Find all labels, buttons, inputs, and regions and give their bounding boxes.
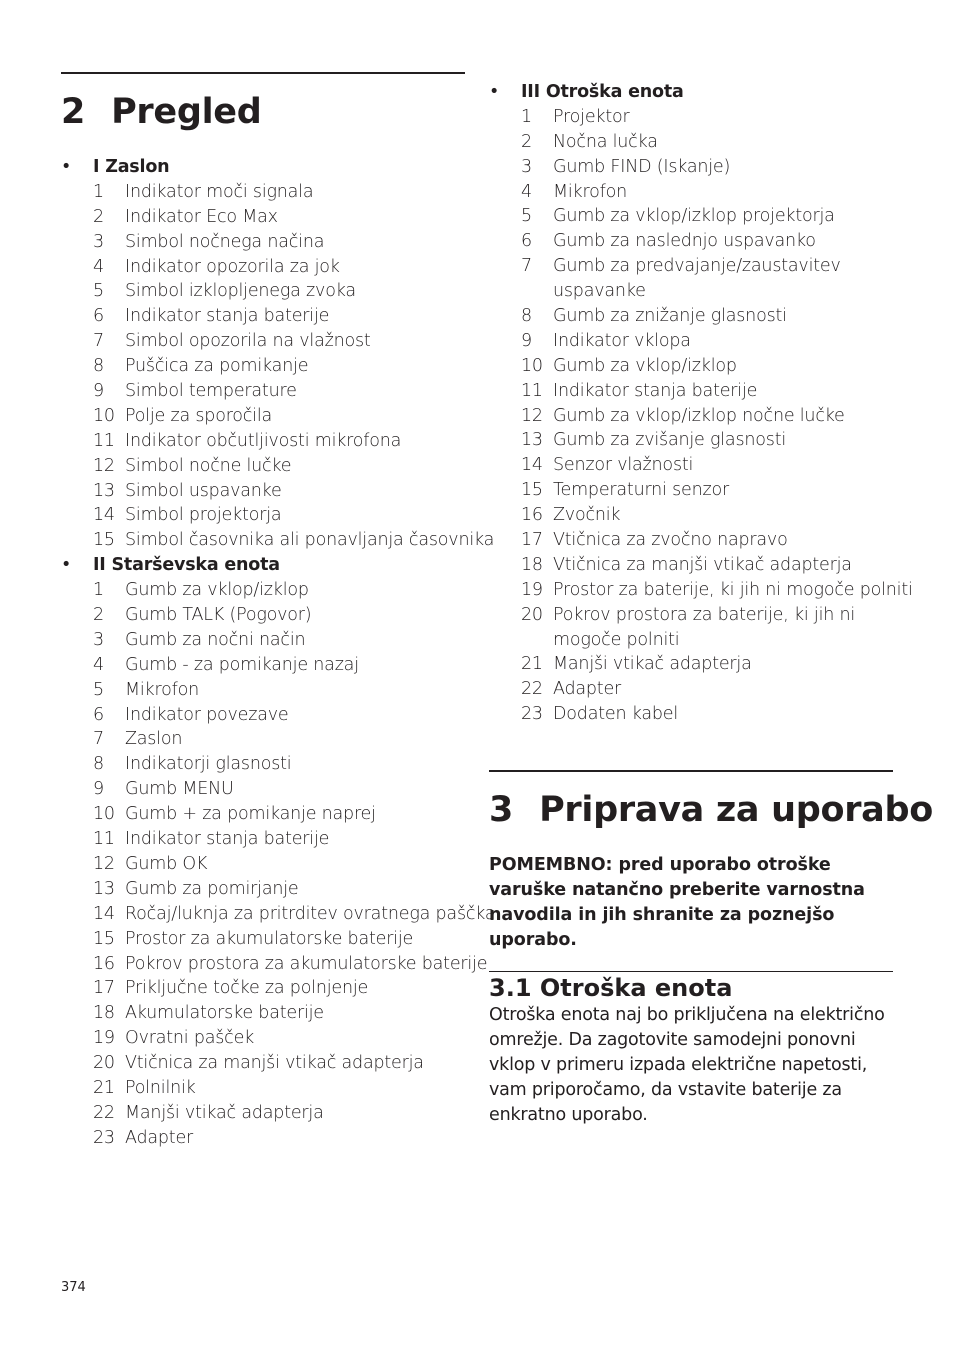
list-item (61, 927, 465, 952)
child-unit-list (489, 80, 913, 727)
item-text: Simbol opozorila na vlažnost (125, 331, 371, 352)
bullet-icon: • (61, 555, 72, 576)
item-text: Zaslon (125, 729, 183, 750)
item-text: Gumb za nočni način (125, 629, 306, 650)
item-number: 8 (93, 356, 104, 377)
item-text: Nočna lučka (553, 131, 658, 152)
list-item (61, 727, 465, 752)
item-text: Simbol uspavanke (125, 480, 282, 501)
item-text: Vtičnica za manjši vtikač adapterja (125, 1053, 424, 1074)
item-number: 11 (521, 380, 543, 401)
item-number: 9 (521, 330, 532, 351)
item-text: Zvočnik (553, 505, 621, 526)
item-text: Manjši vtikač adapterja (553, 654, 752, 675)
item-number: 20 (521, 604, 543, 625)
item-number: 5 (93, 281, 104, 302)
item-number: 11 (93, 829, 115, 850)
list-item (61, 329, 465, 354)
item-number: 14 (521, 455, 543, 476)
item-text: Indikator stanja baterije (125, 306, 330, 327)
item-text: mogoče polniti (553, 629, 680, 650)
item-text: Prostor za akumulatorske baterije (125, 928, 414, 949)
list-item (489, 130, 893, 155)
group-heading (489, 80, 893, 105)
item-text: Gumb za vklop/izklop projektorja (553, 206, 835, 227)
item-text: Gumb za zvišanje glasnosti (553, 430, 787, 451)
item-text: Simbol projektorja (125, 505, 282, 526)
item-number: 18 (521, 554, 543, 575)
item-number: 23 (93, 1127, 115, 1148)
item-number: 22 (521, 679, 543, 700)
item-text: Gumb OK (125, 853, 208, 874)
item-number: 15 (93, 928, 115, 949)
list-item (61, 528, 495, 553)
list-item (489, 379, 893, 404)
item-text: Dodaten kabel (553, 704, 678, 725)
section-2-heading (61, 92, 261, 132)
list-item (489, 180, 893, 205)
list-item (61, 1101, 465, 1126)
item-text: Indikator stanja baterije (125, 829, 330, 850)
item-number: 13 (93, 480, 115, 501)
item-number: 10 (93, 804, 115, 825)
list-item (489, 453, 893, 478)
list-item (61, 877, 465, 902)
item-text: Akumulatorske baterije (125, 1003, 324, 1024)
list-item (61, 902, 496, 927)
item-number: 22 (93, 1102, 115, 1123)
bullet-icon: • (61, 157, 72, 177)
section-3-heading (489, 790, 933, 830)
list-item (61, 1076, 465, 1101)
item-text: Adapter (125, 1127, 194, 1148)
list-item (61, 503, 465, 528)
list-item (489, 553, 893, 578)
list-item (61, 752, 465, 777)
item-number: 3 (93, 231, 104, 252)
item-number: 7 (93, 729, 104, 750)
list-item (489, 329, 893, 354)
item-text: Indikator opozorila za jok (125, 256, 340, 277)
item-text: uspavanke (553, 281, 646, 302)
item-number: 10 (521, 355, 543, 376)
list-item (61, 1001, 465, 1026)
item-number: 13 (93, 878, 115, 899)
item-text: Ovratni pašček (125, 1028, 255, 1049)
item-text: Polnilnik (125, 1077, 196, 1098)
section-title: Pregled (111, 92, 262, 132)
list-item (61, 678, 465, 703)
list-item (489, 603, 893, 628)
list-item (489, 354, 893, 379)
list-item (489, 503, 893, 528)
item-text: Gumb - za pomikanje nazaj (125, 654, 359, 675)
item-text: Gumb + za pomikanje naprej (125, 804, 376, 825)
item-text: Simbol nočnega načina (125, 231, 325, 252)
list-item (61, 827, 465, 852)
item-number: 5 (521, 206, 532, 227)
item-text: Indikator stanja baterije (553, 380, 758, 401)
item-number: 9 (93, 381, 104, 402)
item-text: Gumb za naslednjo uspavanko (553, 231, 816, 252)
item-number: 6 (93, 306, 104, 327)
item-text: Simbol izklopljenega zvoka (125, 281, 356, 302)
item-text: Puščica za pomikanje (125, 356, 309, 377)
subsection-rule (489, 971, 893, 972)
list-item-continuation (489, 628, 893, 653)
group-label: I Zaslon (93, 157, 170, 177)
list-item (61, 703, 465, 728)
section-number: 2 (61, 92, 86, 132)
item-number: 1 (93, 181, 104, 202)
list-item (61, 404, 465, 429)
list-item (489, 404, 893, 429)
item-text: Pokrov prostora za baterije, ki jih ni (553, 604, 856, 625)
list-item (489, 204, 893, 229)
item-text: Ročaj/luknja za pritrditev ovratnega paščka (125, 903, 496, 924)
item-number: 9 (93, 779, 104, 800)
item-text: Indikator občutljivosti mikrofona (125, 430, 402, 451)
section-title: Priprava za uporabo (539, 790, 933, 830)
subsection-body: Otroška enota naj bo priključena na električno omrežje. Da zagotovite samodejni ponovni vklop v primeru izpada električne napetosti, vam priporočamo, da vstavite baterije za enkratno uporabo. (489, 1005, 885, 1125)
list-item (489, 229, 893, 254)
list-item (61, 205, 465, 230)
item-text: Vtičnica za manjši vtikač adapterja (553, 554, 852, 575)
item-text: Indikatorji glasnosti (125, 754, 292, 775)
item-text: Gumb TALK (Pogovor) (125, 605, 312, 626)
item-number: 17 (93, 978, 115, 999)
item-text: Gumb za vklop/izklop nočne lučke (553, 405, 845, 426)
list-item (489, 578, 913, 603)
item-text: Gumb za predvajanje/zaustavitev (553, 256, 841, 277)
item-number: 20 (93, 1053, 115, 1074)
item-text: Adapter (553, 679, 622, 700)
list-item (61, 952, 488, 977)
item-number: 8 (93, 754, 104, 775)
section-rule (489, 770, 893, 772)
item-text: Gumb za vklop/izklop (553, 355, 737, 376)
item-number: 7 (521, 256, 532, 277)
item-number: 1 (521, 106, 532, 127)
item-text: Prostor za baterije, ki jih ni mogoče polniti (553, 579, 913, 600)
list-item (489, 702, 893, 727)
list-item (61, 429, 465, 454)
item-number: 21 (93, 1077, 115, 1098)
item-number: 4 (93, 654, 104, 675)
group-heading (61, 155, 465, 180)
item-number: 13 (521, 430, 543, 451)
item-number: 16 (93, 953, 115, 974)
item-text: Indikator Eco Max (125, 206, 278, 227)
list-item (489, 528, 893, 553)
subsection-heading: 3.1 Otroška enota (489, 974, 733, 1002)
item-number: 15 (521, 480, 543, 501)
item-text: Gumb MENU (125, 779, 234, 800)
list-item (61, 304, 465, 329)
list-item (61, 628, 465, 653)
list-item (61, 255, 465, 280)
item-text: Senzor vlažnosti (553, 455, 694, 476)
page-number: 374 (61, 1280, 86, 1295)
item-number: 3 (93, 629, 104, 650)
item-text: Priključne točke za polnjenje (125, 978, 369, 999)
list-item (61, 454, 465, 479)
item-number: 19 (93, 1028, 115, 1049)
item-text: Simbol temperature (125, 381, 297, 402)
item-text: Gumb za pomirjanje (125, 878, 299, 899)
item-number: 1 (93, 580, 104, 601)
item-text: Mikrofon (553, 181, 627, 202)
list-item (61, 479, 465, 504)
list-item (61, 603, 465, 628)
list-item (61, 1051, 465, 1076)
bullet-icon: • (489, 82, 500, 102)
list-item (61, 578, 465, 603)
list-item-continuation (489, 279, 893, 304)
group-label: III Otroška enota (521, 82, 684, 102)
list-item (61, 379, 465, 404)
item-number: 12 (521, 405, 543, 426)
item-text: Projektor (553, 106, 630, 127)
list-item (61, 777, 465, 802)
section-rule (61, 72, 465, 74)
item-number: 19 (521, 579, 543, 600)
list-item (61, 976, 465, 1001)
item-number: 4 (521, 181, 532, 202)
item-number: 12 (93, 455, 115, 476)
item-number: 15 (93, 530, 115, 551)
list-item (61, 852, 465, 877)
item-text: Indikator vklopa (553, 330, 691, 351)
item-number: 23 (521, 704, 543, 725)
item-number: 17 (521, 530, 543, 551)
list-item (489, 155, 893, 180)
item-text: Gumb za znižanje glasnosti (553, 306, 787, 327)
list-item (61, 653, 465, 678)
item-number: 21 (521, 654, 543, 675)
list-item (489, 652, 893, 677)
item-text: Gumb za vklop/izklop (125, 580, 309, 601)
group-label: II Starševska enota (93, 555, 280, 576)
list-item (489, 478, 893, 503)
item-number: 16 (521, 505, 543, 526)
item-text: Temperaturni senzor (553, 480, 729, 501)
item-text: Vtičnica za zvočno napravo (553, 530, 788, 551)
item-number: 8 (521, 306, 532, 327)
list-item (489, 105, 893, 130)
item-text: Gumb FIND (Iskanje) (553, 156, 731, 177)
item-text: Simbol nočne lučke (125, 455, 292, 476)
group-heading (61, 553, 465, 578)
item-number: 2 (93, 206, 104, 227)
item-number: 11 (93, 430, 115, 451)
list-item (61, 1126, 465, 1151)
item-text: Indikator povezave (125, 704, 289, 725)
list-item (61, 279, 465, 304)
list-item (61, 802, 465, 827)
item-text: Manjši vtikač adapterja (125, 1102, 324, 1123)
item-text: Pokrov prostora za akumulatorske baterije (125, 953, 488, 974)
item-text: Mikrofon (125, 679, 199, 700)
item-number: 10 (93, 405, 115, 426)
list-item (61, 354, 465, 379)
item-number: 18 (93, 1003, 115, 1024)
list-item (61, 180, 465, 205)
item-text: Indikator moči signala (125, 181, 314, 202)
list-item (489, 677, 893, 702)
list-item (61, 230, 465, 255)
item-number: 2 (93, 605, 104, 626)
item-number: 5 (93, 679, 104, 700)
item-number: 6 (93, 704, 104, 725)
overview-list (61, 155, 496, 1151)
item-number: 14 (93, 903, 115, 924)
list-item (61, 1026, 465, 1051)
item-number: 12 (93, 853, 115, 874)
list-item (489, 304, 893, 329)
item-number: 4 (93, 256, 104, 277)
section-number: 3 (489, 790, 514, 830)
item-number: 6 (521, 231, 532, 252)
item-number: 3 (521, 156, 532, 177)
item-text: Simbol časovnika ali ponavljanja časovnika (125, 530, 495, 551)
list-item (489, 428, 893, 453)
item-number: 2 (521, 131, 532, 152)
list-item (489, 254, 893, 279)
item-text: Polje za sporočila (125, 405, 273, 426)
important-notice: POMEMBNO: pred uporabo otroške varuške natančno preberite varnostna navodila in jih shranite za poznejšo uporabo. (489, 855, 865, 950)
item-number: 14 (93, 505, 115, 526)
item-number: 7 (93, 331, 104, 352)
